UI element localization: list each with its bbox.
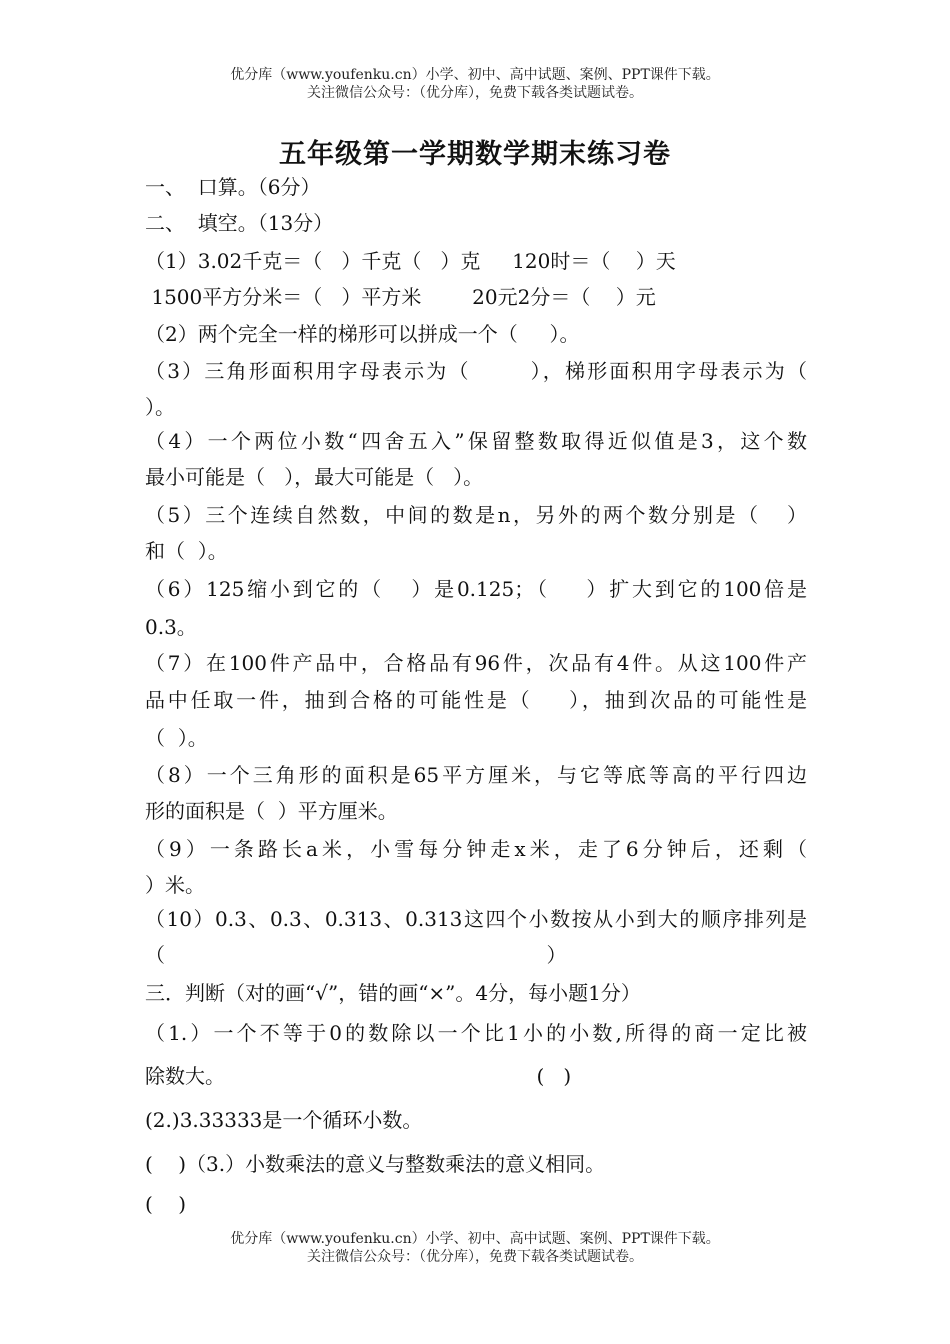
question-1-line-2: 1500平方分米＝（ ）平方米 20元2分＝（ ）元 [145, 285, 656, 309]
question-5-line-2: 和（ ）。 [145, 539, 228, 563]
judge-1-line-1: （1.）一个不等于0的数除以一个比1小的小数,所得的商一定比被 [145, 1021, 807, 1045]
header-line-1: 优分库（www.youfenku.cn）小学、初中、高中试题、案例、PPT课件下载。 [230, 67, 720, 83]
question-9-line-1: （9）一条路长a米，小雪每分钟走x米，走了6分钟后，还剩（ [145, 837, 807, 861]
header-line-2: 关注微信公众号：（优分库），免费下载各类试题试卷。 [307, 85, 643, 101]
question-4-line-1: （4）一个两位小数“四舍五入”保留整数取得近似值是3，这个数 [145, 429, 807, 453]
section-2-heading: 二、 填空。（13分） [145, 211, 334, 235]
question-5-line-1: （5）三个连续自然数，中间的数是n，另外的两个数分别是（ ） [145, 503, 807, 527]
question-3-line-1: （3）三角形面积用字母表示为（ ），梯形面积用字母表示为（ [145, 359, 807, 383]
question-7-line-1: （7）在100件产品中，合格品有96件，次品有4件。从这100件产 [145, 651, 807, 675]
question-7-line-2: 品中任取一件，抽到合格的可能性是（ ），抽到次品的可能性是 [145, 688, 807, 712]
judge-3: ( )（3.）小数乘法的意义与整数乘法的意义相同。 [145, 1152, 606, 1176]
question-10-line-1: （10）0.3、0.3、0.313、0.313这四个小数按从小到大的顺序排列是 [145, 907, 807, 931]
footer-line-2: 关注微信公众号：（优分库），免费下载各类试题试卷。 [307, 1249, 643, 1265]
footer-line-1: 优分库（www.youfenku.cn）小学、初中、高中试题、案例、PPT课件下载。 [230, 1231, 720, 1247]
question-4-line-2: 最小可能是（ ），最大可能是（ ）。 [145, 465, 484, 489]
judge-4-answer: ( ) [145, 1192, 187, 1216]
section-1-heading: 一、 口算。（6分） [145, 175, 321, 199]
question-6-line-1: （6）125缩小到它的（ ）是0.125；（ ）扩大到它的100倍是 [145, 577, 807, 601]
question-8-line-1: （8）一个三角形的面积是65平方厘米，与它等底等高的平行四边 [145, 763, 807, 787]
judge-2: (2.)3.33333是一个循环小数。 [145, 1108, 423, 1132]
page-footer [0, 1230, 950, 1266]
question-9-line-2: ）米。 [145, 873, 205, 897]
question-7-line-3: （ ）。 [145, 726, 208, 750]
question-3-line-2: ）。 [145, 395, 175, 419]
question-6-line-2: 0.3。 [145, 615, 197, 639]
question-8-line-2: 形的面积是（ ）平方厘米。 [145, 799, 398, 823]
question-1-line-1: （1）3.02千克＝（ ）千克（ ）克 120时＝（ ）天 [145, 249, 676, 273]
judge-1-line-2: 除数大。 ( ) [145, 1064, 572, 1088]
section-3-heading: 三．判断（对的画“√”，错的画“×”。4分，每小题1分） [145, 981, 641, 1005]
page-title: 五年级第一学期数学期末练习卷 [279, 139, 671, 170]
question-2: （2）两个完全一样的梯形可以拼成一个（ ）。 [145, 322, 580, 346]
page-header [0, 66, 950, 102]
question-10-line-2: （ ） [145, 943, 567, 967]
